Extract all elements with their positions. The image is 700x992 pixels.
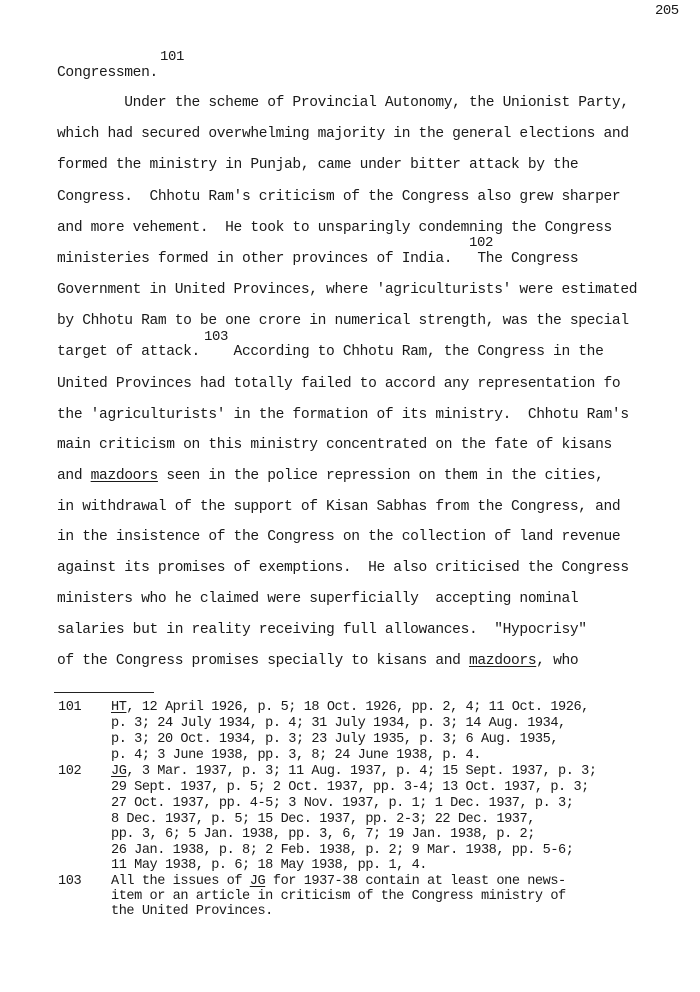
body-line-text: seen in the police repression on them in the cities, <box>157 468 604 484</box>
source-abbrev: JG <box>249 874 266 889</box>
footnote-line: 29 Sept. 1937, p. 5; 2 Oct. 1937, pp. 3-4; 13 Oct. 1937, p. 3; <box>111 780 589 795</box>
footnote-text: All the issues of <box>111 874 250 889</box>
page-number: 205 <box>655 3 679 19</box>
source-abbrev: HT <box>111 700 127 715</box>
underlined-term: mazdoors <box>468 653 537 669</box>
body-line: against its promises of exemptions. He also criticised the Congress <box>57 560 629 576</box>
footnote-text: , 3 Mar. 1937, p. 3; 11 Aug. 1937, p. 4; 15 Sept. 1937, p. 3; <box>126 764 597 779</box>
body-line: and more vehement. He took to unsparingly condemning the Congress <box>57 220 612 236</box>
body-line: target of attack. According to Chhotu Ram, the Congress in the <box>57 344 604 360</box>
footnote-line: 27 Oct. 1937, pp. 4-5; 3 Nov. 1937, p. 1; 1 Dec. 1937, p. 3; <box>111 796 574 811</box>
body-line: ministeries formed in other provinces of India. The Congress <box>57 251 579 267</box>
body-line: salaries but in reality receiving full allowances. "Hypocrisy" <box>57 622 587 638</box>
body-line <box>57 467 604 485</box>
footnote-text: , 12 April 1926, p. 5; 18 Oct. 1926, pp. 2, 4; 11 Oct. 1926, <box>126 700 589 715</box>
footnote-ref-101[interactable]: 101 <box>160 49 185 65</box>
footnote-line <box>111 764 597 780</box>
body-line: United Provinces had totally failed to accord any representation fo <box>57 376 621 392</box>
body-line: the 'agriculturists' in the formation of its ministry. Chhotu Ram's <box>57 407 629 423</box>
body-line: in the insistence of the Congress on the collection of land revenue <box>57 529 621 545</box>
footnote-ref-102[interactable]: 102 <box>469 235 494 251</box>
body-line: main criticism on this ministry concentrated on the fate of kisans <box>57 437 612 453</box>
footnote-line: 8 Dec. 1937, p. 5; 15 Dec. 1937, pp. 2-3; 22 Dec. 1937, <box>111 812 535 827</box>
footnote-line: p. 3; 24 July 1934, p. 4; 31 July 1934, p. 3; 14 Aug. 1934, <box>111 716 566 731</box>
footnote-number-101: 101 <box>58 700 82 715</box>
footnote-line <box>111 700 589 716</box>
footnote-line <box>111 874 566 890</box>
body-line: by Chhotu Ram to be one crore in numerical strength, was the special <box>57 313 629 329</box>
body-line-text: and <box>57 468 91 484</box>
footnote-line: p. 4; 3 June 1938, pp. 3, 8; 24 June 1938, p. 4. <box>111 748 481 763</box>
body-line: ministers who he claimed were superficially accepting nominal <box>57 591 579 607</box>
body-line-text: , who <box>536 653 579 669</box>
footnote-text: for 1937-38 contain at least one news- <box>265 874 566 889</box>
footnote-number-102: 102 <box>58 764 82 779</box>
body-line: Under the scheme of Provincial Autonomy, the Unionist Party, <box>57 95 629 111</box>
body-line: formed the ministry in Punjab, came under bitter attack by the <box>57 157 579 173</box>
source-abbrev: JG <box>111 764 127 779</box>
footnote-number-103: 103 <box>58 874 82 889</box>
body-line: in withdrawal of the support of Kisan Sabhas from the Congress, and <box>57 499 621 515</box>
footnote-line: the United Provinces. <box>111 904 273 919</box>
body-line: Congress. Chhotu Ram's criticism of the Congress also grew sharper <box>57 189 621 205</box>
footnote-line: 11 May 1938, p. 6; 18 May 1938, pp. 1, 4. <box>111 858 428 873</box>
footnote-line: p. 3; 20 Oct. 1934, p. 3; 23 July 1935, p. 3; 6 Aug. 1935, <box>111 732 559 747</box>
body-line: Congressmen. <box>57 65 158 81</box>
footnote-line: 26 Jan. 1938, p. 8; 2 Feb. 1938, p. 2; 9 Mar. 1938, pp. 5-6; <box>111 843 574 858</box>
underlined-term: mazdoors <box>90 468 158 484</box>
body-line <box>57 652 578 670</box>
footnote-separator <box>54 692 154 693</box>
body-line: which had secured overwhelming majority in the general elections and <box>57 126 629 142</box>
footnote-line: pp. 3, 6; 5 Jan. 1938, pp. 3, 6, 7; 19 Jan. 1938, p. 2; <box>111 827 535 842</box>
footnote-line: item or an article in criticism of the Congress ministry of <box>111 889 566 904</box>
body-line-text: of the Congress promises specially to kisans and <box>57 653 469 669</box>
body-line: Government in United Provinces, where 'agriculturists' were estimated <box>57 282 638 298</box>
footnote-ref-103[interactable]: 103 <box>204 329 229 345</box>
